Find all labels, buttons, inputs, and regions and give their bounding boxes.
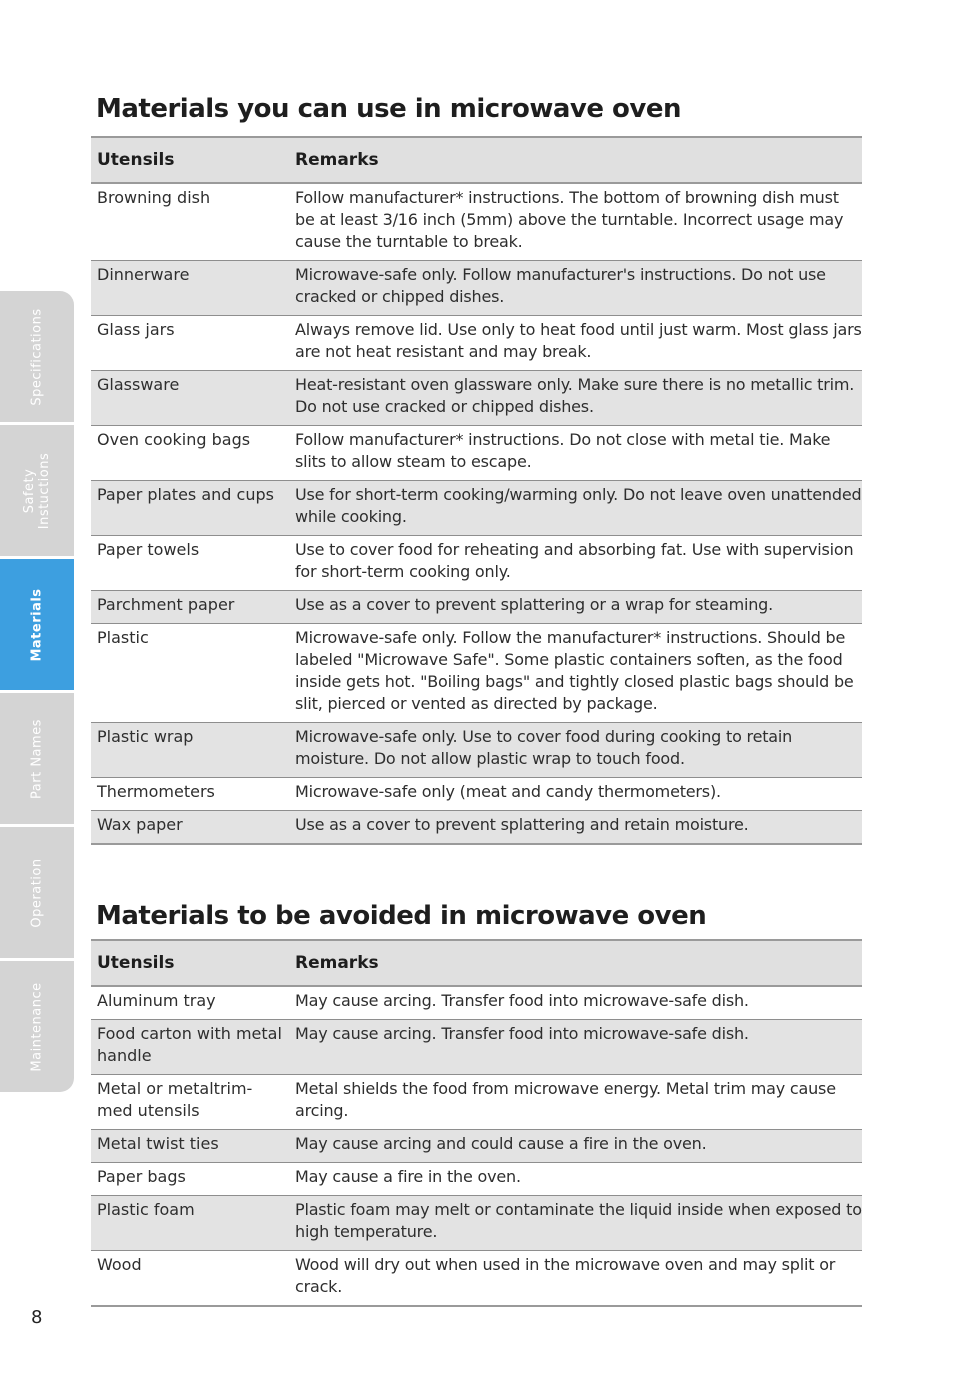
remark-cell: Microwave-safe only. Follow manufacturer's instructions. Do not use cracked or chipped dishes. bbox=[289, 261, 862, 316]
utensil-cell: Thermometers bbox=[91, 778, 289, 811]
table-row bbox=[91, 371, 862, 426]
utensil-cell: Wood bbox=[91, 1251, 289, 1307]
column-header-utensils: Utensils bbox=[91, 940, 289, 986]
remark-cell: Microwave-safe only (meat and candy thermometers). bbox=[289, 778, 862, 811]
table-row bbox=[91, 1020, 862, 1075]
utensil-cell: Metal or metaltrim-med utensils bbox=[91, 1075, 289, 1130]
utensil-cell: Plastic bbox=[91, 624, 289, 723]
side-tab-operation[interactable] bbox=[0, 827, 74, 958]
side-tab-label: Part Names bbox=[29, 718, 45, 799]
table-row bbox=[91, 1163, 862, 1196]
table-body bbox=[91, 986, 862, 1306]
table-row bbox=[91, 723, 862, 778]
remark-cell: Use as a cover to prevent splattering or a wrap for steaming. bbox=[289, 591, 862, 624]
table-row bbox=[91, 183, 862, 261]
table-row bbox=[91, 986, 862, 1020]
remark-cell: Microwave-safe only. Follow the manufacturer* instructions. Should be labeled "Microwave Safe". Some plastic containers soften, as the food inside gets hot. "Boiling bags" and tightly closed plastic bags should be slit, pierced or vented as directed by package. bbox=[289, 624, 862, 723]
table-row bbox=[91, 811, 862, 845]
table-row bbox=[91, 536, 862, 591]
remark-cell: May cause arcing. Transfer food into microwave-safe dish. bbox=[289, 986, 862, 1020]
table-row bbox=[91, 481, 862, 536]
remark-cell: Metal shields the food from microwave energy. Metal trim may cause arcing. bbox=[289, 1075, 862, 1130]
table-header-row bbox=[91, 940, 862, 986]
side-tab-maintenance[interactable] bbox=[0, 961, 74, 1092]
utensil-cell: Paper bags bbox=[91, 1163, 289, 1196]
side-tab-label: Maintenance bbox=[29, 981, 45, 1072]
remark-cell: Follow manufacturer* instructions. The bottom of browning dish must be at least 3/16 inch (5mm) above the turntable. Incorrect usage may cause the turntable to break. bbox=[289, 183, 862, 261]
page-number: 8 bbox=[31, 1307, 43, 1328]
table-row bbox=[91, 1075, 862, 1130]
remark-cell: May cause arcing. Transfer food into microwave-safe dish. bbox=[289, 1020, 862, 1075]
table-row bbox=[91, 261, 862, 316]
utensil-cell: Plastic wrap bbox=[91, 723, 289, 778]
remark-cell: Use as a cover to prevent splattering and retain moisture. bbox=[289, 811, 862, 845]
remark-cell: May cause a fire in the oven. bbox=[289, 1163, 862, 1196]
side-tab-safety-instructions[interactable] bbox=[0, 425, 74, 556]
remark-cell: Follow manufacturer* instructions. Do not close with metal tie. Make slits to allow steam to escape. bbox=[289, 426, 862, 481]
side-tab-label: Specifications bbox=[29, 307, 45, 406]
utensil-cell: Aluminum tray bbox=[91, 986, 289, 1020]
side-tab-specifications[interactable] bbox=[0, 291, 74, 422]
utensil-cell: Wax paper bbox=[91, 811, 289, 845]
materials-avoid-table bbox=[91, 939, 862, 1307]
utensil-cell: Browning dish bbox=[91, 183, 289, 261]
utensil-cell: Paper plates and cups bbox=[91, 481, 289, 536]
utensil-cell: Oven cooking bags bbox=[91, 426, 289, 481]
table-row bbox=[91, 778, 862, 811]
utensil-cell: Paper towels bbox=[91, 536, 289, 591]
utensil-cell: Glassware bbox=[91, 371, 289, 426]
remark-cell: Wood will dry out when used in the microwave oven and may split or crack. bbox=[289, 1251, 862, 1307]
utensil-cell: Glass jars bbox=[91, 316, 289, 371]
remark-cell: Heat-resistant oven glassware only. Make sure there is no metallic trim. Do not use cracked or chipped dishes. bbox=[289, 371, 862, 426]
utensil-cell: Food carton with metal handle bbox=[91, 1020, 289, 1075]
remark-cell: May cause arcing and could cause a fire in the oven. bbox=[289, 1130, 862, 1163]
remark-cell: Plastic foam may melt or contaminate the liquid inside when exposed to high temperature. bbox=[289, 1196, 862, 1251]
utensil-cell: Plastic foam bbox=[91, 1196, 289, 1251]
side-tab-label: Operation bbox=[29, 857, 45, 928]
section-title-avoid: Materials to be avoided in microwave oven bbox=[96, 901, 707, 931]
column-header-utensils: Utensils bbox=[91, 137, 289, 183]
table-row bbox=[91, 1130, 862, 1163]
side-nav bbox=[0, 291, 74, 1095]
remark-cell: Microwave-safe only. Use to cover food during cooking to retain moisture. Do not allow plastic wrap to touch food. bbox=[289, 723, 862, 778]
materials-use-table bbox=[91, 136, 862, 845]
side-tab-materials[interactable] bbox=[0, 559, 74, 690]
table-row bbox=[91, 1196, 862, 1251]
utensil-cell: Metal twist ties bbox=[91, 1130, 289, 1163]
column-header-remarks: Remarks bbox=[289, 137, 862, 183]
table-row bbox=[91, 591, 862, 624]
side-tab-label: Materials bbox=[29, 587, 45, 662]
column-header-remarks: Remarks bbox=[289, 940, 862, 986]
utensil-cell: Dinnerware bbox=[91, 261, 289, 316]
table-row bbox=[91, 426, 862, 481]
side-tab-part-names[interactable] bbox=[0, 693, 74, 824]
table-body bbox=[91, 183, 862, 844]
table-row bbox=[91, 624, 862, 723]
remark-cell: Always remove lid. Use only to heat food until just warm. Most glass jars are not heat resistant and may break. bbox=[289, 316, 862, 371]
section-title-use: Materials you can use in microwave oven bbox=[96, 94, 681, 124]
remark-cell: Use to cover food for reheating and absorbing fat. Use with supervision for short-term cooking only. bbox=[289, 536, 862, 591]
side-tab-label: Safety Instuctions bbox=[22, 452, 52, 529]
utensil-cell: Parchment paper bbox=[91, 591, 289, 624]
table-row bbox=[91, 316, 862, 371]
table-header-row bbox=[91, 137, 862, 183]
table-row bbox=[91, 1251, 862, 1307]
remark-cell: Use for short-term cooking/warming only. Do not leave oven unattended while cooking. bbox=[289, 481, 862, 536]
